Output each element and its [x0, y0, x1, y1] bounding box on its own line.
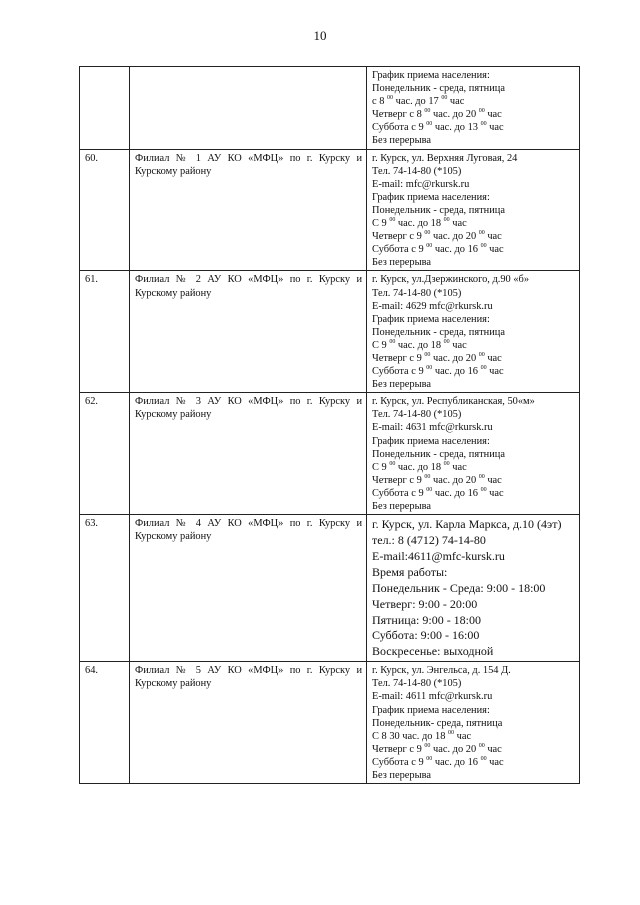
schedule-text: Четверг с 9	[372, 231, 425, 243]
schedule-text: час. до 13	[432, 122, 481, 134]
contact-line: Понедельник- среда, пятница	[372, 717, 503, 729]
no-break-note: Без перерыва	[372, 257, 431, 269]
contact-line: График приема населения:	[372, 191, 490, 203]
schedule-line	[372, 121, 575, 134]
contact-line: График приема населения:	[372, 70, 490, 81]
schedule-text: час	[449, 461, 467, 473]
schedule-minutes: 00	[478, 351, 485, 358]
row-number: 61.	[80, 271, 130, 393]
schedule-minutes: 00	[424, 473, 431, 480]
row-number: 64.	[80, 662, 130, 784]
schedule-text: час. до 18	[395, 218, 444, 230]
schedule-line	[372, 474, 575, 487]
contact-line: Тел. 74-14-80 (*105)	[372, 165, 462, 177]
schedule-line	[372, 461, 575, 474]
schedule-text: с 8	[372, 96, 388, 108]
schedule-line	[372, 108, 575, 121]
schedule-minutes: 00	[389, 460, 396, 467]
schedule-line	[372, 243, 575, 256]
schedule-minutes: 00	[480, 365, 487, 372]
contact-line: Тел. 74-14-80 (*105)	[372, 287, 462, 299]
no-break-note: Без перерыва	[372, 501, 431, 512]
schedule-minutes: 00	[478, 108, 485, 115]
schedule-text: час	[486, 487, 504, 499]
schedule-text: час. до 16	[432, 244, 481, 256]
schedule-line	[372, 365, 575, 378]
contact-line: г. Курск, ул. Карла Маркса, д.10 (4эт)	[372, 517, 562, 532]
schedule-minutes: 00	[387, 95, 394, 102]
schedule-text: час. до 17	[393, 96, 442, 108]
schedule-text: час. до 16	[432, 756, 481, 768]
schedule-minutes: 00	[480, 486, 487, 493]
schedule-line	[372, 339, 575, 352]
contact-line: тел.: 8 (4712) 74-14-80	[372, 533, 486, 547]
schedule-text: час. до 18	[395, 339, 444, 351]
schedule-text: Четверг с 9	[372, 474, 425, 486]
schedule-line	[372, 217, 575, 230]
schedule-minutes: 00	[426, 243, 433, 250]
schedule-text: Четверг с 9	[372, 743, 425, 755]
schedule-line	[372, 730, 575, 743]
table-row	[80, 393, 580, 515]
schedule-text: час. до 18	[395, 461, 444, 473]
schedule-minutes: 00	[426, 121, 433, 128]
schedule-minutes: 00	[441, 95, 448, 102]
schedule-text: час	[486, 366, 504, 378]
schedule-minutes: 00	[443, 217, 450, 224]
contact-line: Тел. 74-14-80 (*105)	[372, 409, 462, 421]
schedule-minutes: 00	[448, 729, 455, 736]
no-break-note: Без перерыва	[372, 135, 431, 147]
schedule-text: С 8 30 час. до 18	[372, 730, 449, 742]
contact-line: График приема населения:	[372, 313, 490, 325]
contact-line: Понедельник - среда, пятница	[372, 326, 505, 338]
schedule-line	[372, 487, 575, 500]
contact-line: E-mail: 4629 mfc@rkursk.ru	[372, 300, 493, 312]
schedule-minutes: 00	[389, 217, 396, 224]
contact-line: E-mail: 4611 mfc@rkursk.ru	[372, 691, 493, 703]
contact-line: Понедельник - среда, пятница	[372, 204, 505, 216]
schedule-text: Суббота с 9	[372, 756, 427, 768]
schedule-text: час	[484, 352, 502, 364]
no-break-note: Без перерыва	[372, 379, 431, 391]
schedule-text: Четверг с 9	[372, 352, 425, 364]
schedule-text: час. до 20	[430, 352, 479, 364]
schedule-minutes: 00	[478, 742, 485, 749]
schedule-text: час. до 20	[430, 743, 479, 755]
contact-line: График приема населения:	[372, 704, 490, 716]
schedule-text: час	[454, 730, 472, 742]
contact-line: Понедельник - среда, пятница	[372, 448, 505, 460]
schedule-minutes: 00	[424, 230, 431, 237]
table-row	[80, 662, 580, 784]
contact-line: Четверг: 9:00 - 20:00	[372, 596, 478, 611]
schedule-text: Суббота с 9	[372, 244, 427, 256]
schedule-text: С 9	[372, 461, 390, 473]
table-row	[80, 271, 580, 393]
schedule-text: час	[447, 96, 465, 108]
schedule-line	[372, 756, 575, 769]
schedule-minutes: 00	[478, 473, 485, 480]
schedule-minutes: 00	[424, 351, 431, 358]
row-number: 63.	[80, 515, 130, 662]
schedule-text: час	[484, 474, 502, 486]
table-row	[80, 515, 580, 662]
schedule-minutes: 00	[480, 121, 487, 128]
branch-name	[130, 67, 367, 150]
schedule-line	[372, 743, 575, 756]
schedule-line	[372, 352, 575, 365]
table-row	[80, 67, 580, 150]
schedule-minutes: 00	[389, 338, 396, 345]
contact-line: г. Курск, ул. Энгельса, д. 154 Д.	[372, 665, 511, 677]
schedule-text: С 9	[372, 218, 390, 230]
schedule-text: час	[484, 231, 502, 243]
branch-name: Филиал № 1 АУ КО «МФЦ» по г. Курску и Курскому району	[130, 149, 367, 271]
schedule-text: час	[484, 109, 502, 121]
contact-line: г. Курск, ул.Дзержинского, д.90 «б»	[372, 274, 530, 286]
branch-contacts	[367, 149, 580, 271]
contact-line: Понедельник - Среда: 9:00 - 18:00	[372, 580, 546, 595]
schedule-text: Четверг с 8	[372, 109, 425, 121]
contact-line: Воскресенье: выходной	[372, 644, 494, 659]
schedule-text: час	[486, 122, 504, 134]
no-break-note: Без перерыва	[372, 770, 431, 781]
branches-table	[79, 66, 580, 784]
schedule-text: час	[486, 756, 504, 768]
contact-line: г. Курск, ул. Республиканская, 50«м»	[372, 396, 535, 408]
branch-name: Филиал № 4 АУ КО «МФЦ» по г. Курску и Курскому району	[130, 515, 367, 662]
contact-line: Время работы:	[372, 564, 448, 579]
row-number: 62.	[80, 393, 130, 515]
contact-line: E-mail:4611@mfc-kursk.ru	[372, 548, 505, 563]
contact-line: Тел. 74-14-80 (*105)	[372, 678, 462, 690]
schedule-text: Суббота с 9	[372, 487, 427, 499]
branch-name: Филиал № 2 АУ КО «МФЦ» по г. Курску и Курскому району	[130, 271, 367, 393]
page-number: 10	[313, 28, 327, 43]
schedule-minutes: 00	[443, 460, 450, 467]
contact-line: Суббота: 9:00 - 16:00	[372, 628, 480, 643]
branches-table-body	[80, 67, 580, 784]
contact-line: Понедельник - среда, пятница	[372, 83, 505, 95]
schedule-line	[372, 95, 575, 108]
contact-line: График приема населения:	[372, 435, 490, 447]
branch-name: Филиал № 3 АУ КО «МФЦ» по г. Курску и Курскому району	[130, 393, 367, 515]
schedule-minutes: 00	[426, 755, 433, 762]
schedule-minutes: 00	[426, 365, 433, 372]
branch-name: Филиал № 5 АУ КО «МФЦ» по г. Курску и Курскому району	[130, 662, 367, 784]
contact-line: E-mail: 4631 mfc@rkursk.ru	[372, 422, 493, 434]
schedule-text: час	[486, 244, 504, 256]
branch-contacts	[367, 271, 580, 393]
schedule-text: час. до 20	[430, 109, 479, 121]
row-number	[80, 67, 130, 150]
contact-line: E-mail: mfc@rkursk.ru	[372, 178, 470, 190]
schedule-minutes: 00	[480, 243, 487, 250]
schedule-text: час. до 20	[430, 474, 479, 486]
branch-contacts	[367, 662, 580, 784]
schedule-minutes: 00	[424, 108, 431, 115]
schedule-minutes: 00	[480, 755, 487, 762]
branch-contacts	[367, 393, 580, 515]
schedule-text: Суббота с 9	[372, 122, 427, 134]
contact-line: г. Курск, ул. Верхняя Луговая, 24	[372, 152, 518, 164]
branch-contacts	[367, 67, 580, 150]
schedule-text: час. до 16	[432, 366, 481, 378]
schedule-minutes: 00	[426, 486, 433, 493]
schedule-text: час	[449, 339, 467, 351]
contact-line: Пятница: 9:00 - 18:00	[372, 612, 482, 627]
schedule-text: С 9	[372, 339, 390, 351]
table-row	[80, 149, 580, 271]
row-number: 60.	[80, 149, 130, 271]
schedule-text: час	[484, 743, 502, 755]
schedule-text: Суббота с 9	[372, 366, 427, 378]
schedule-minutes: 00	[424, 742, 431, 749]
schedule-text: час	[449, 218, 467, 230]
schedule-minutes: 00	[478, 230, 485, 237]
schedule-text: час. до 16	[432, 487, 481, 499]
schedule-line	[372, 230, 575, 243]
schedule-minutes: 00	[443, 338, 450, 345]
branch-contacts	[367, 515, 580, 662]
schedule-text: час. до 20	[430, 231, 479, 243]
